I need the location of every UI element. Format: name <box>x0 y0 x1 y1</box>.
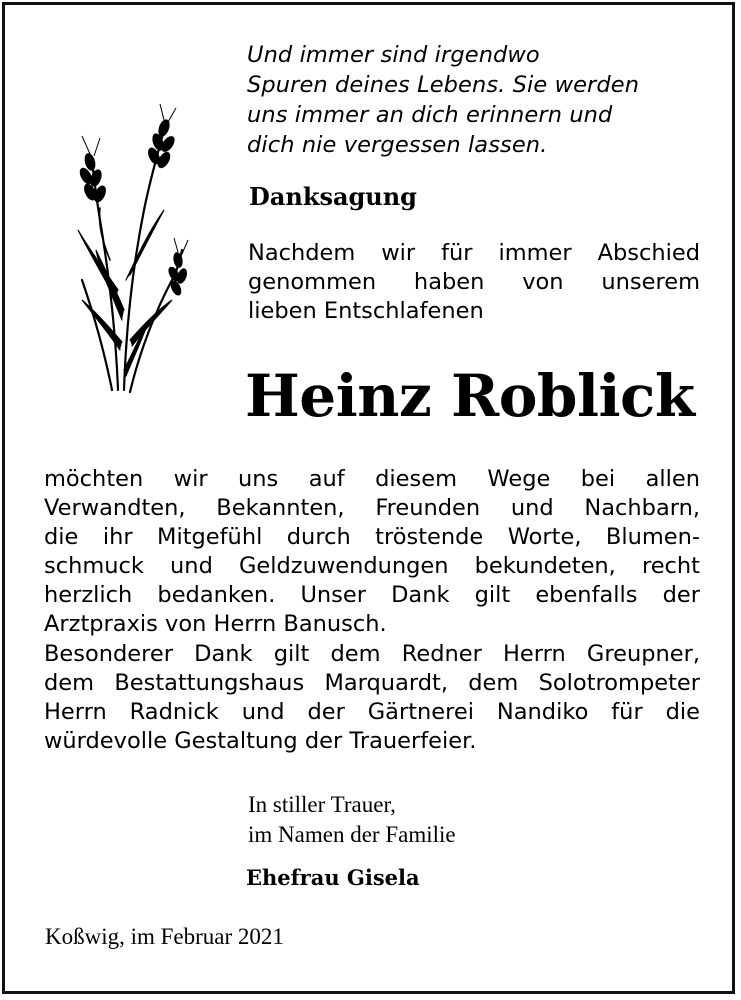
thanks-paragraph <box>44 465 700 756</box>
body-line: dem Bestattungshaus Marquardt, dem Solotrompeter <box>44 669 700 696</box>
body-line: Herrn Radnick und der Gärtnerei Nandiko für die <box>44 698 700 725</box>
body-line: Besonderer Dank gilt dem Redner Herrn Greupner, <box>44 640 700 667</box>
body-line: herzlich bedanken. Unser Dank gilt ebenfalls der <box>44 582 700 609</box>
body-line: Arztpraxis von Herrn Banusch. <box>44 611 387 638</box>
closing-line: im Namen der Familie <box>248 822 456 847</box>
intro-line: lieben Entschlafenen <box>248 298 484 324</box>
closing-lines <box>248 790 456 850</box>
body-line: Verwandten, Bekannten, Freunden und Nachbarn, <box>44 495 700 522</box>
place-date: Koßwig, im Februar 2021 <box>45 924 284 949</box>
quote-line: Und immer sind irgendwo <box>247 42 540 68</box>
quote-line: dich nie vergessen lassen. <box>247 132 548 158</box>
memorial-quote <box>247 40 687 160</box>
intro-line: Nachdem wir für immer Abschied <box>248 240 700 266</box>
body-line: schmuck und Geldzuwendungen bekundeten, recht <box>44 553 700 580</box>
quote-line: uns immer an dich erinnern und <box>247 102 613 128</box>
body-line: die ihr Mitgefühl durch tröstende Worte, Blumen- <box>44 524 700 551</box>
body-line: möchten wir uns auf diesem Wege bei allen <box>44 466 700 492</box>
closing-line: In stiller Trauer, <box>248 792 396 817</box>
intro-line: genommen haben von unserem <box>248 269 700 295</box>
deceased-name: Heinz Roblick <box>245 362 695 430</box>
signature-name: Ehefrau Gisela <box>246 865 420 890</box>
wheat-stalks-icon <box>60 100 210 400</box>
danksagung-heading: Danksagung <box>249 182 417 211</box>
quote-line: Spuren deines Lebens. Sie werden <box>247 72 640 98</box>
body-line: würdevolle Gestaltung der Trauerfeier. <box>44 727 477 754</box>
intro-paragraph <box>248 239 700 326</box>
